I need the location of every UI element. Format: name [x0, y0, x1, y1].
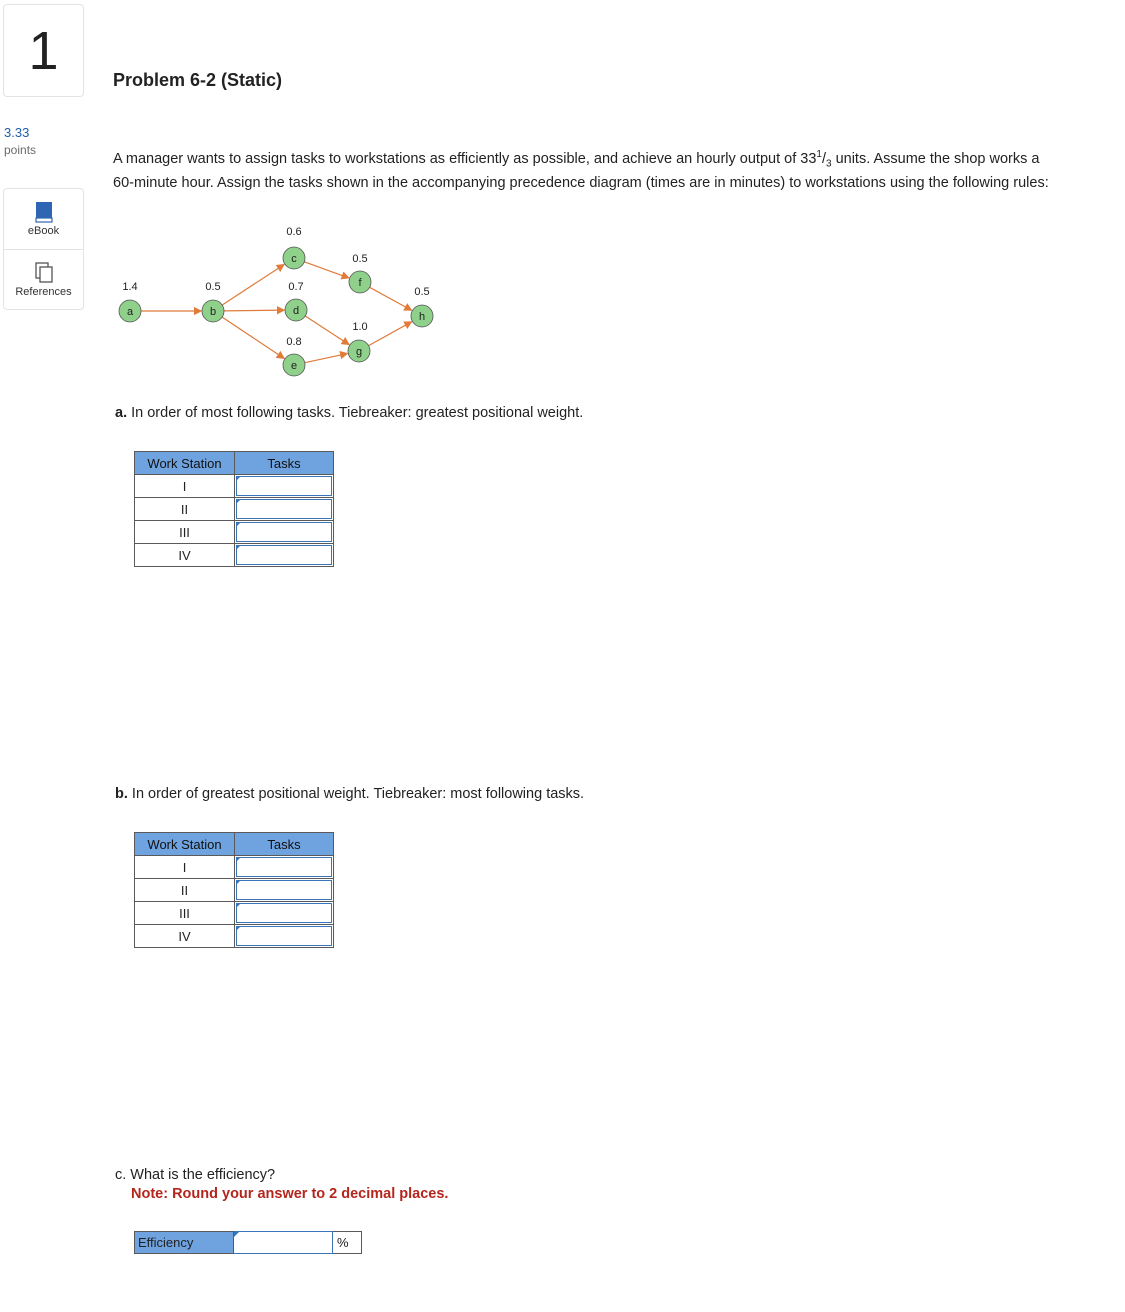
node-e-label: e — [290, 360, 298, 372]
ebook-label: eBook — [27, 225, 60, 237]
node-e-time: 0.8 — [286, 336, 302, 348]
work-station-header: Work Station — [135, 452, 235, 475]
tasks-input-a-1[interactable] — [235, 475, 334, 498]
station-label: I — [135, 475, 235, 498]
tasks-input-b-3[interactable] — [235, 902, 334, 925]
node-d-time: 0.7 — [288, 281, 304, 293]
edge-b-e — [222, 317, 284, 358]
node-h-time: 0.5 — [414, 286, 430, 298]
node-b-label: b — [209, 306, 217, 318]
station-label: II — [135, 498, 235, 521]
tasks-input-box[interactable] — [236, 903, 332, 923]
station-label: I — [135, 856, 235, 879]
ebook-icon — [34, 201, 54, 223]
problem-text-before: A manager wants to assign tasks to workstations as efficiently as possible, and achieve an hourly output of 33 — [113, 150, 817, 167]
table-row — [135, 498, 334, 521]
references-icon — [34, 262, 54, 284]
resources-panel — [3, 188, 84, 310]
fraction-denominator: 3 — [825, 158, 832, 170]
table-row — [135, 925, 334, 948]
part-b-instruction — [115, 786, 584, 802]
table-row — [135, 521, 334, 544]
node-c-label: c — [291, 253, 297, 265]
tasks-input-box[interactable] — [236, 522, 332, 542]
work-station-header: Work Station — [135, 833, 235, 856]
station-label: III — [135, 902, 235, 925]
station-label: IV — [135, 544, 235, 567]
efficiency-row — [134, 1231, 362, 1254]
tasks-input-a-2[interactable] — [235, 498, 334, 521]
tasks-input-box[interactable] — [236, 499, 332, 519]
part-a-table — [134, 451, 334, 567]
table-row — [135, 475, 334, 498]
table-header-row — [135, 452, 334, 475]
part-b-letter: b. — [115, 786, 128, 802]
edge-d-g — [305, 316, 349, 344]
tasks-input-b-4[interactable] — [235, 925, 334, 948]
problem-text-after: units. Assume the shop works a 60-minute hour. Assign the tasks shown in the accompanying precedence diagram (times are in minutes) to workstations using the following rules: — [113, 150, 1049, 192]
tasks-header: Tasks — [235, 833, 334, 856]
percent-unit: % — [333, 1231, 362, 1254]
edge-e-g — [305, 354, 348, 363]
tasks-input-box[interactable] — [236, 857, 332, 877]
edge-g-h — [369, 322, 412, 346]
tasks-header: Tasks — [235, 452, 334, 475]
part-b-table — [134, 832, 334, 948]
table-row — [135, 879, 334, 902]
tasks-input-b-2[interactable] — [235, 879, 334, 902]
table-row — [135, 544, 334, 567]
part-b-text: In order of greatest positional weight. Tiebreaker: most following tasks. — [127, 786, 585, 802]
node-h-label: h — [418, 311, 426, 323]
table-row — [135, 856, 334, 879]
edge-f-h — [370, 287, 412, 310]
rounding-note: Note: Round your answer to 2 decimal places. — [131, 1186, 449, 1202]
precedence-diagram — [110, 222, 450, 382]
problem-statement: A manager wants to assign tasks to workstations as efficiently as possible, and achieve an hourly output of $33^1/_3$ units. Assume the shop works a 60-minute hour. Assign the tasks shown in the accompanying precedence diagram (times are in minutes) to workstations using the following rules: — [113, 149, 1049, 192]
question-number: 1 — [3, 4, 84, 97]
part-a-instruction — [115, 405, 583, 421]
station-label: IV — [135, 925, 235, 948]
node-f-label: f — [358, 277, 362, 289]
table-row — [135, 902, 334, 925]
edge-b-d — [224, 310, 284, 311]
station-label: III — [135, 521, 235, 544]
node-a-time: 1.4 — [122, 281, 138, 293]
points-value: 3.33 — [4, 125, 30, 140]
node-f-time: 0.5 — [352, 253, 368, 265]
edge-c-f — [304, 262, 348, 278]
tasks-input-a-4[interactable] — [235, 544, 334, 567]
points-label: points — [4, 143, 37, 157]
fraction-numerator: 1 — [816, 149, 822, 160]
tasks-input-a-3[interactable] — [235, 521, 334, 544]
node-g-label: g — [355, 346, 363, 358]
ebook-button[interactable] — [4, 189, 83, 249]
node-d-label: d — [292, 305, 300, 317]
node-g-time: 1.0 — [352, 321, 368, 333]
efficiency-input[interactable] — [234, 1231, 333, 1254]
edge-b-c — [222, 265, 284, 305]
tasks-input-b-1[interactable] — [235, 856, 334, 879]
tasks-input-box[interactable] — [236, 476, 332, 496]
problem-title: Problem 6-2 (Static) — [113, 70, 283, 90]
station-label: II — [135, 879, 235, 902]
tasks-input-box[interactable] — [236, 880, 332, 900]
tasks-input-box[interactable] — [236, 926, 332, 946]
part-a-text: In order of most following tasks. Tiebreaker: greatest positional weight. — [127, 405, 584, 421]
part-c-question: c. What is the efficiency? — [115, 1167, 276, 1183]
efficiency-label: Efficiency — [134, 1231, 234, 1254]
node-a-label: a — [126, 306, 134, 318]
references-label: References — [15, 286, 72, 298]
tasks-input-box[interactable] — [236, 545, 332, 565]
node-c-time: 0.6 — [286, 226, 302, 238]
part-a-letter: a. — [115, 405, 128, 421]
node-b-time: 0.5 — [205, 281, 221, 293]
references-button[interactable] — [4, 249, 83, 310]
table-header-row — [135, 833, 334, 856]
